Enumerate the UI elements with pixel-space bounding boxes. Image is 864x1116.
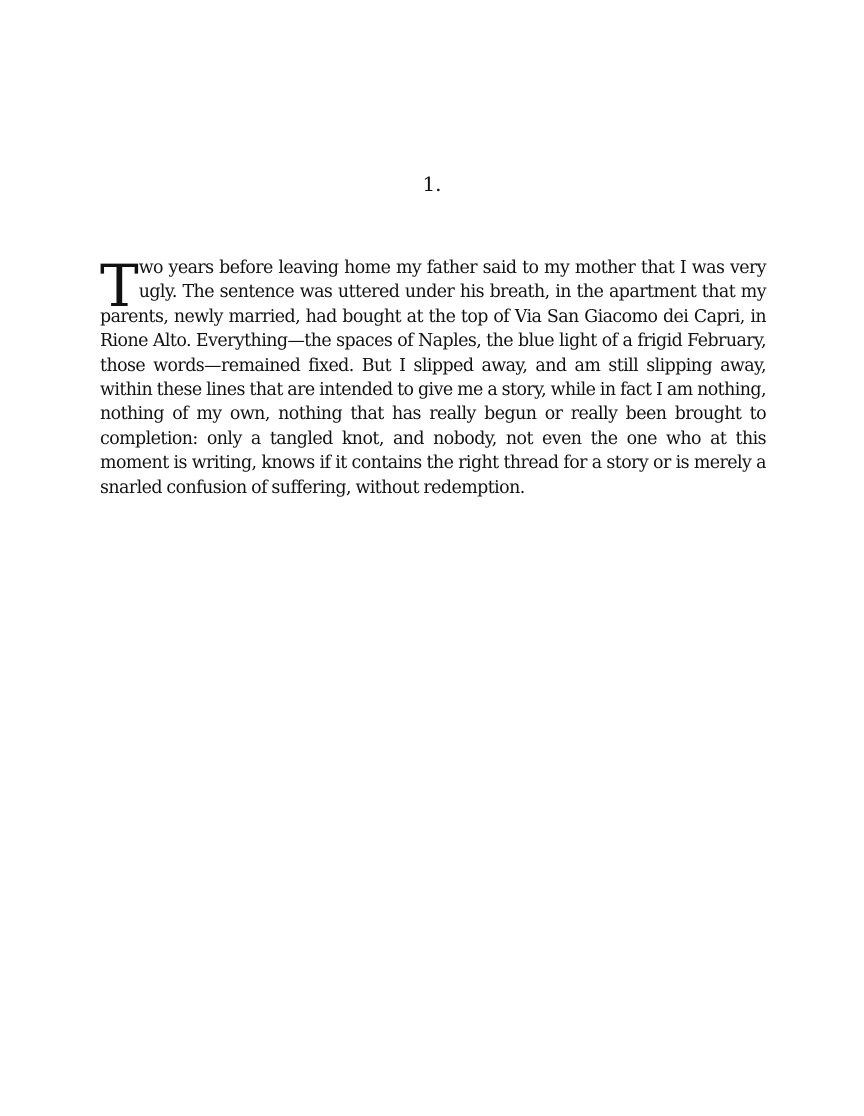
paragraph-text: wo years before leaving home my father said to my mother that I was very ugly. The sentence was uttered under his breath, in the apartment that my parents, newly married, had bought at the top of Via San Giacomo dei Capri, in Rione Alto. Everything—the spaces of Naples, the blue light of a frigid February, those words—remained fixed. But I slipped away, and am still slipping away, within these lines that are intended to give me a story, while in fact I am nothing, nothing of my own, nothing that has really begun or really been brought to completion: only a tangled knot, and nobody, not even the one who at this moment is writing, knows if it contains the right thread for a story or is merely a snarled confusion of suffering, without redemption. [100, 258, 766, 498]
drop-cap-spacer [100, 232, 766, 256]
chapter-paragraph [100, 232, 766, 500]
drop-cap-letter: T [100, 252, 139, 320]
chapter-number: 1. [422, 172, 442, 196]
